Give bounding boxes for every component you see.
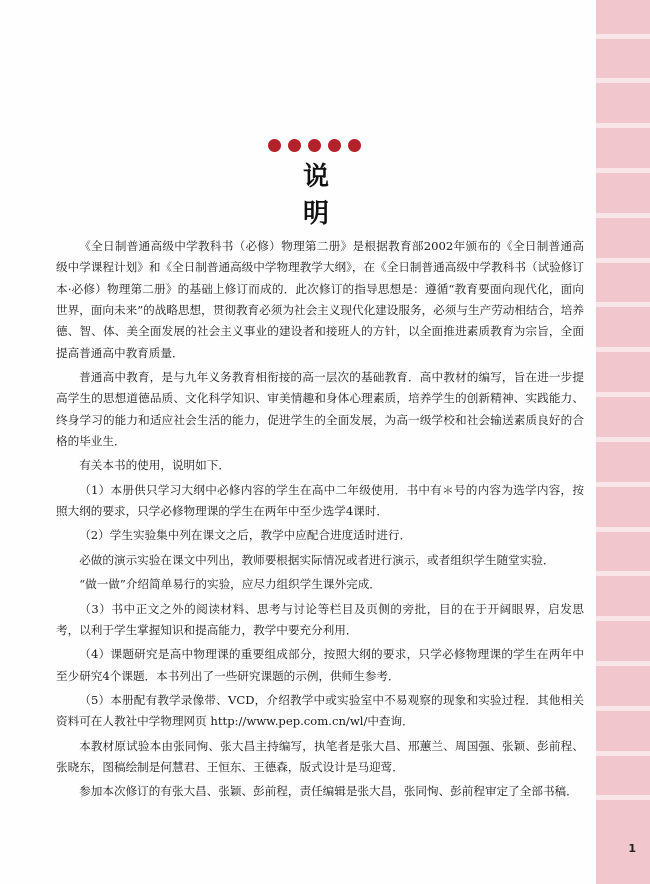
paragraph-intro: 《全日制普通高级中学教科书（必修）物理第二册》是根据教育部2002年颁布的《全日制普通高级中学课程计划》和《全日制普通高级中学物理教学大纲》，在《全日制普通高级中学教科书（试验修订本·必修）物理第二册》的基础上修订而成的．此次修订的指导思想是：遵循“教育要面向现代化，面向世界，面向未来”的战略思想，贯彻教育必须为社会主义现代化建设服务，必须与生产劳动相结合，培养德、智、体、美全面发展的社会主义事业的建设者和接班人的方针，以全面推进素质教育为宗旨，全面提高普通高中教育质量．	[56, 239, 584, 360]
paragraph-education: 普通高中教育，是与九年义务教育相衔接的高一层次的基础教育．高中教材的编写，旨在进一步提高学生的思想道德品质、文化科学知识、审美情趣和身体心理素质，培养学生的创新精神、实践能力、终身学习的能力和适应社会生活的能力，促进学生的全面发展，为高一级学校和社会输送素质良好的合格的毕业生．	[56, 370, 584, 449]
page-title: 说 明	[302, 162, 357, 229]
paragraph-item-4: （4）课题研究是高中物理课的重要组成部分，按照大纲的要求，只学必修物理课的学生在两年中至少研究4个课题．本书列出了一些研究课题的示例，供师生参考．	[56, 647, 584, 683]
side-decorative-strip	[596, 0, 650, 884]
paragraph-item-1: （1）本册供只学习大纲中必修内容的学生在高中二年级使用．书中有＊号的内容为选学内容，按照大纲的要求，只学必修物理课的学生在两年中至少选学4课时．	[56, 482, 584, 519]
heading-dot	[348, 139, 361, 152]
paragraph-demo: 必做的演示实验在课文中列出，教师要根据实际情况或者进行演示，或者组织学生随堂实验．	[79, 552, 555, 567]
heading-dot	[288, 139, 301, 152]
paragraph-revision: 参加本次修订的有张大昌、张颖、彭前程，责任编辑是张大昌，张同恂、彭前程审定了全部书稿．	[79, 784, 578, 799]
heading-dots	[268, 139, 361, 152]
paragraph-try-it: “做一做”介绍简单易行的实验，应尽力组织学生课外完成．	[79, 577, 381, 592]
paragraph-item-5: （5）本册配有教学录像带、VCD，介绍教学中或实验室中不易观察的现象和实验过程．其他相关资料可在人教社中学物理网页 http://www.pep.com.cn/wl/中查询．	[56, 692, 584, 729]
heading-dot	[328, 139, 341, 152]
heading-dot	[308, 139, 321, 152]
paragraph-authors: 本教材原试验本由张同恂、张大昌主持编写，执笔者是张大昌、邢蕙兰、周国强、张颖、彭前程、张晓东，图稿绘制是何慧君、王恒东、王德森，版式设计是马迎莺．	[56, 738, 584, 774]
paragraph-item-3: （3）书中正文之外的阅读材料、思考与讨论等栏目及页侧的旁批，目的在于开阔眼界，启发思考，以利于学生掌握知识和提高能力，教学中要充分利用．	[56, 601, 584, 637]
heading-dot	[268, 139, 281, 152]
page-number: 1	[628, 842, 636, 855]
body-text	[56, 236, 584, 806]
paragraph-item-2: （2）学生实验集中列在课文之后，教学中应配合进度适时进行．	[79, 528, 412, 543]
paragraph-usage-intro: 有关本书的使用，说明如下．	[79, 458, 230, 473]
